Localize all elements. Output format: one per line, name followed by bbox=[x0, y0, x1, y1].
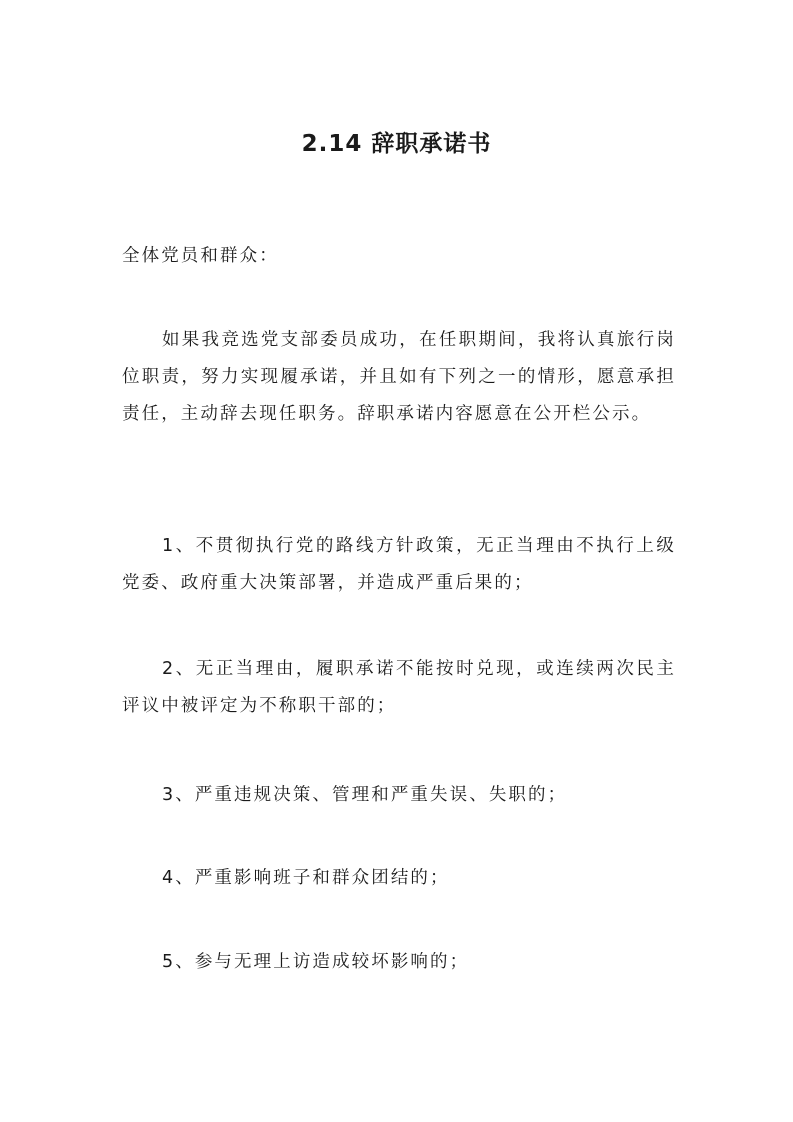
list-item: 1、不贯彻执行党的路线方针政策，无正当理由不执行上级党委、政府重大决策部署，并造成严重后果的； bbox=[122, 536, 676, 593]
document-title: 2.14 辞职承诺书 bbox=[301, 131, 492, 157]
salutation: 全体党员和群众： bbox=[122, 246, 279, 266]
list-item: 4、严重影响班子和群众团结的； bbox=[162, 868, 450, 888]
intro-paragraph: 如果我竞选党支部委员成功，在任职期间，我将认真旅行岗位职责，努力实现履承诺，并且如有下列之一的情形，愿意承担责任，主动辞去现任职务。辞职承诺内容愿意在公开栏公示。 bbox=[122, 330, 676, 424]
list-item: 3、严重违规决策、管理和严重失误、失职的； bbox=[162, 785, 568, 805]
list-item: 5、参与无理上访造成较坏影响的； bbox=[162, 952, 470, 972]
list-item: 2、无正当理由，履职承诺不能按时兑现，或连续两次民主评议中被评定为不称职干部的； bbox=[122, 659, 676, 716]
